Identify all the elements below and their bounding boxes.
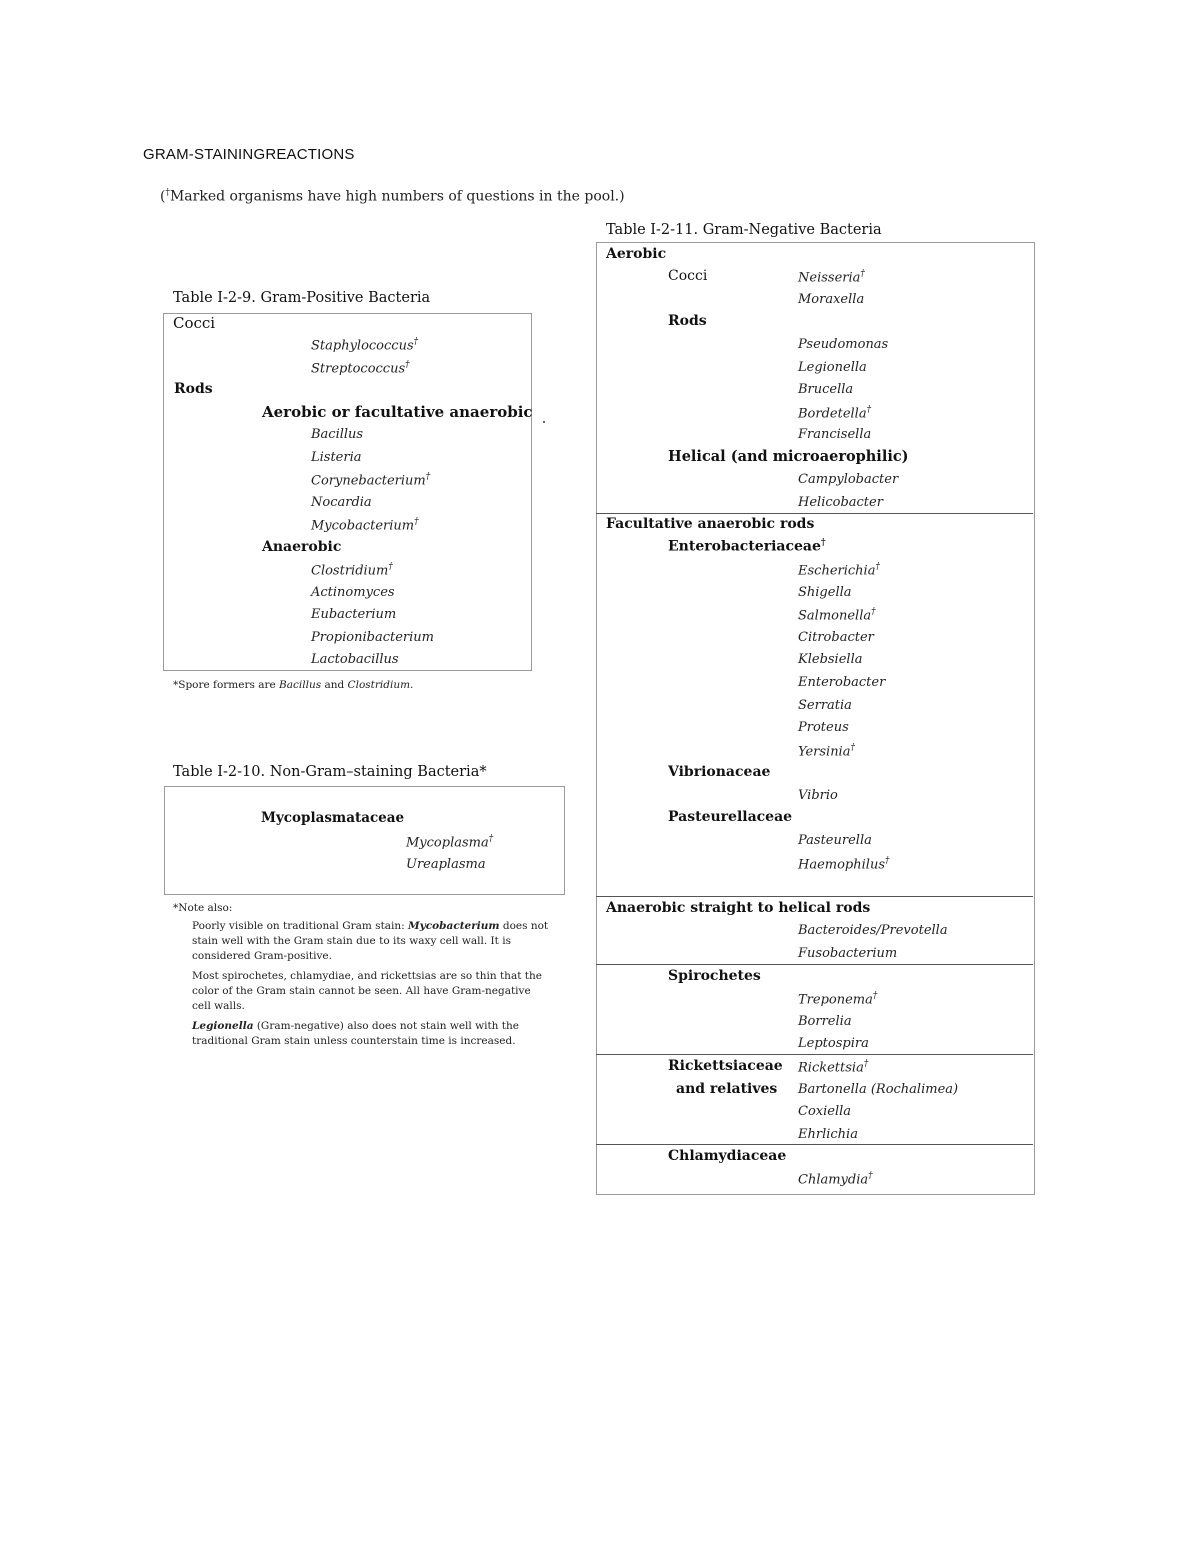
dagger-mark: † xyxy=(414,517,419,527)
organism-name: Klebsiella xyxy=(798,652,863,668)
pool-note: (†Marked organisms have high numbers of questions in the pool.) xyxy=(160,188,625,205)
dagger-mark: † xyxy=(872,991,878,1001)
dagger-mark: † xyxy=(425,472,431,482)
organism-item xyxy=(798,675,885,690)
organism-item xyxy=(311,360,410,376)
dagger-mark: † xyxy=(860,269,865,279)
organism-name: Leptospira xyxy=(798,1036,869,1051)
gn-aerobic-label: Aerobic xyxy=(606,246,667,262)
mycoplasmataceae-label: Mycoplasmataceae xyxy=(261,810,405,826)
organism-item xyxy=(311,607,396,622)
gn-entero-text: Enterobacteriaceae xyxy=(668,538,821,555)
gn-facultative-label: Facultative anaerobic rods xyxy=(606,516,815,532)
dagger-mark: † xyxy=(866,404,872,415)
organism-item xyxy=(311,652,399,667)
note-legionella xyxy=(192,1019,552,1049)
gn-spiro-label: Spirochetes xyxy=(668,968,761,984)
gp-footnote-org1: Bacillus xyxy=(279,679,322,691)
gp-footnote-end: . xyxy=(410,679,414,691)
organism-item xyxy=(798,1014,852,1029)
non-gram-table-title: Table I-2-10. Non-Gram–staining Bacteria* xyxy=(173,764,487,780)
organism-item xyxy=(798,923,948,938)
gn-divider-2 xyxy=(596,896,1033,897)
dagger-mark: † xyxy=(388,562,393,572)
dagger-mark: † xyxy=(820,538,826,548)
organism-name: Helicobacter xyxy=(798,494,883,510)
organism-name: Chlamydia xyxy=(798,1172,869,1188)
organism-item xyxy=(798,562,880,578)
dagger-mark: † xyxy=(405,359,410,370)
organism-item xyxy=(798,360,867,375)
organism-name: Corynebacterium xyxy=(311,473,426,489)
organism-name: Fusobacterium xyxy=(798,945,898,961)
dagger-mark: † xyxy=(165,188,170,198)
organism-name: Salmonella xyxy=(798,608,872,624)
organism-item xyxy=(798,495,883,510)
organism-item xyxy=(798,607,876,623)
gn-rick-label-1: Rickettsiaceae xyxy=(668,1058,783,1074)
organism-item xyxy=(798,1036,869,1051)
organism-item xyxy=(311,585,395,600)
gp-footnote xyxy=(173,678,413,693)
organism-item xyxy=(798,1171,873,1187)
organism-name: Escherichia xyxy=(798,563,876,579)
organism-item xyxy=(798,472,898,487)
organism-name: Bacteroides/Prevotella xyxy=(798,923,948,938)
organism-name: Vibrio xyxy=(798,788,838,803)
organism-item xyxy=(798,652,862,667)
organism-item xyxy=(798,698,852,713)
organism-name: Brucella xyxy=(798,382,854,397)
gp-footnote-mid: and xyxy=(321,679,348,691)
pool-note-text: Marked organisms have high numbers of questions in the pool. xyxy=(169,188,620,205)
organism-item xyxy=(798,630,874,645)
organism-name: Nocardia xyxy=(311,494,372,510)
organism-name: Actinomyces xyxy=(311,584,395,600)
organism-name: Citrobacter xyxy=(798,629,874,645)
organism-item xyxy=(798,743,855,759)
organism-item xyxy=(798,585,852,600)
organism-name: Enterobacter xyxy=(798,675,886,690)
organism-name: Rickettsia xyxy=(798,1060,864,1076)
organism-name: Bartonella (Rochalimea) xyxy=(798,1081,959,1097)
organism-name: Eubacterium xyxy=(311,607,397,622)
dagger-mark: † xyxy=(488,834,494,844)
organism-name: Legionella xyxy=(798,359,867,375)
gn-chlam-label: Chlamydiaceae xyxy=(668,1148,787,1164)
organism-name: Listeria xyxy=(311,449,362,465)
organism-item xyxy=(311,472,430,488)
gn-vibrio-label: Vibrionaceae xyxy=(668,764,771,780)
stray-dot xyxy=(543,421,545,423)
organism-item xyxy=(798,720,849,735)
dagger-mark: † xyxy=(875,562,880,572)
organism-name: Ureaplasma xyxy=(406,856,486,872)
organism-item xyxy=(798,1059,868,1075)
organism-item xyxy=(406,834,493,850)
organism-name: Pasteurella xyxy=(798,833,872,848)
non-gram-table xyxy=(164,786,565,895)
note-mycobacterium xyxy=(192,919,552,964)
note-label: *Note also: xyxy=(173,902,233,914)
organism-name: Shigella xyxy=(798,584,852,600)
dagger-mark: † xyxy=(871,607,876,618)
organism-item xyxy=(311,495,372,510)
gn-divider-1 xyxy=(596,513,1033,514)
organism-name: Propionibacterium xyxy=(311,629,434,645)
organism-item xyxy=(798,405,871,421)
organism-name: Bordetella xyxy=(798,405,867,421)
gp-footnote-org2: Clostridium xyxy=(347,679,411,691)
gp-cocci-label: Cocci xyxy=(173,314,216,332)
gp-anaerobic-label: Anaerobic xyxy=(262,539,342,555)
organism-item xyxy=(798,269,865,285)
organism-name: Coxiella xyxy=(798,1104,852,1119)
note3-suffix: (Gram-negative) also does not stain well with the traditional Gram stain unless counterstain time is increased. xyxy=(192,1020,519,1047)
gp-footnote-text: *Spore formers are xyxy=(173,679,280,691)
gram-negative-table-title: Table I-2-11. Gram-Negative Bacteria xyxy=(606,222,882,238)
note1-suffix: does not stain well with the Gram stain due to its waxy cell wall. It is considered Gram-positive. xyxy=(192,920,549,962)
gn-divider-3 xyxy=(596,964,1033,965)
organism-name: Campylobacter xyxy=(798,472,899,487)
organism-name: Streptococcus xyxy=(311,360,406,376)
page-title: GRAM-STAININGREACTIONS xyxy=(143,146,355,163)
organism-item xyxy=(798,382,853,397)
note1-prefix: Poorly visible on traditional Gram stain: xyxy=(192,920,409,932)
organism-item xyxy=(311,562,393,578)
organism-name: Francisella xyxy=(798,427,872,442)
gn-rods-label: Rods xyxy=(668,313,707,329)
organism-item xyxy=(311,337,418,353)
organism-item xyxy=(798,991,877,1007)
gn-entero-label xyxy=(668,538,826,555)
gram-positive-table-title: Table I-2-9. Gram-Positive Bacteria xyxy=(173,290,431,306)
organism-name: Proteus xyxy=(798,720,849,736)
organism-item xyxy=(798,1082,958,1097)
organism-name: Treponema xyxy=(798,992,873,1008)
organism-item xyxy=(311,630,434,645)
gn-helical-label: Helical (and microaerophilic) xyxy=(668,448,909,465)
organism-name: Bacillus xyxy=(311,427,364,442)
organism-item xyxy=(798,946,897,961)
gp-aerobic-label: Aerobic or facultative anaerobic xyxy=(262,403,533,421)
dagger-mark: † xyxy=(850,742,855,753)
organism-item xyxy=(311,517,419,533)
dagger-mark: † xyxy=(863,1059,869,1069)
organism-name: Borrelia xyxy=(798,1013,852,1029)
organism-name: Lactobacillus xyxy=(311,652,399,667)
gn-divider-5 xyxy=(596,1144,1033,1145)
organism-name: Serratia xyxy=(798,697,852,713)
organism-item xyxy=(406,857,486,872)
organism-name: Ehrlichia xyxy=(798,1126,858,1142)
organism-name: Moraxella xyxy=(798,291,865,307)
organism-item xyxy=(798,833,872,848)
organism-name: Mycobacterium xyxy=(311,518,415,534)
organism-item xyxy=(798,856,890,872)
organism-name: Mycoplasma xyxy=(406,835,489,851)
gn-pasteur-label: Pasteurellaceae xyxy=(668,809,793,825)
organism-item xyxy=(798,427,871,442)
organism-item xyxy=(798,1127,858,1142)
note1-org: Mycobacterium xyxy=(408,920,500,932)
organism-name: Yersinia xyxy=(798,744,851,760)
dagger-mark: † xyxy=(868,1171,873,1181)
organism-name: Staphylococcus xyxy=(311,338,414,354)
organism-item xyxy=(311,450,362,465)
gn-cocci-label: Cocci xyxy=(668,268,708,284)
organism-name: Haemophilus xyxy=(798,856,885,872)
gp-rods-label: Rods xyxy=(174,381,213,397)
organism-item xyxy=(798,337,888,352)
organism-item xyxy=(798,292,864,307)
organism-name: Pseudomonas xyxy=(798,337,889,352)
organism-item xyxy=(311,427,363,442)
gn-rick-label-2: and relatives xyxy=(676,1081,778,1097)
organism-item xyxy=(798,788,838,803)
note-spirochetes: Most spirochetes, chlamydiae, and rickettsias are so thin that the color of the Gram stain cannot be seen. All have Gram-negative cell walls. xyxy=(192,970,542,1012)
organism-item xyxy=(798,1104,851,1119)
dagger-mark: † xyxy=(885,855,890,866)
dagger-mark: † xyxy=(413,337,419,347)
gn-divider-4 xyxy=(596,1054,1033,1055)
organism-name: Clostridium xyxy=(311,563,389,579)
gn-anaerobic-label: Anaerobic straight to helical rods xyxy=(606,900,871,916)
organism-name: Neisseria xyxy=(798,270,861,286)
note3-org: Legionella xyxy=(192,1020,254,1032)
